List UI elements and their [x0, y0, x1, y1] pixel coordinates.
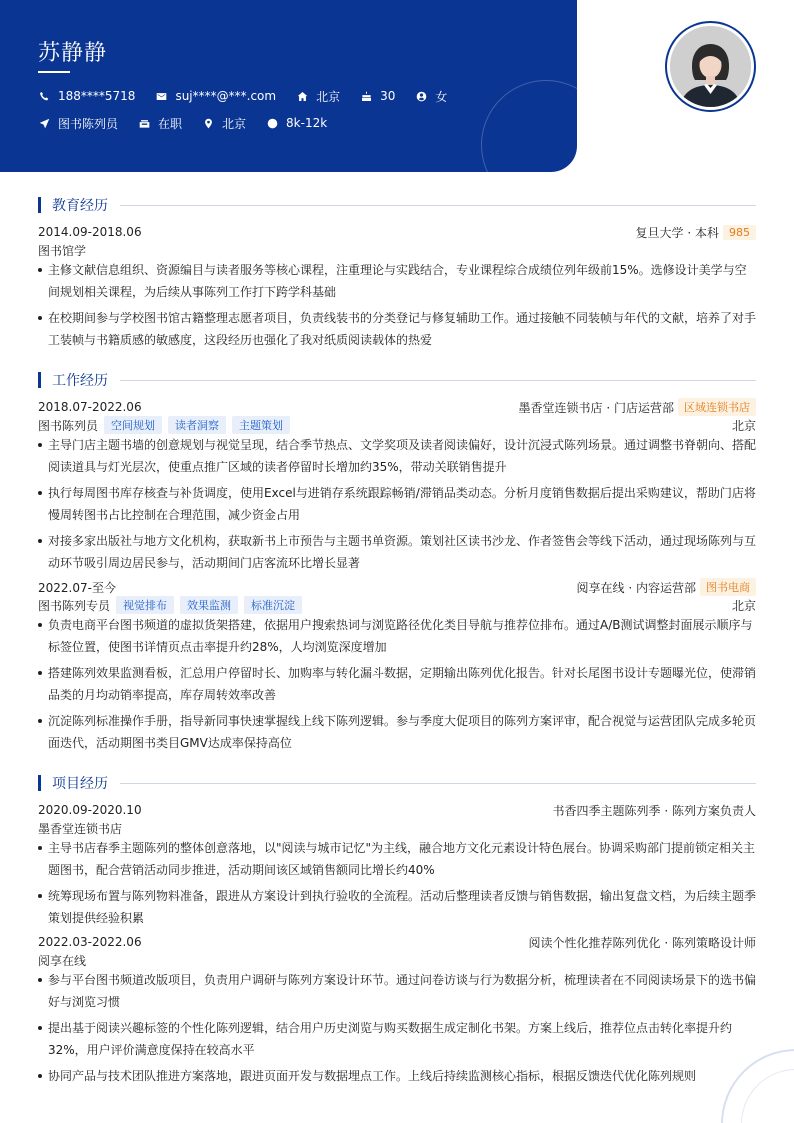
education-bullet: 主修文献信息组织、资源编目与读者服务等核心课程，注重理论与实践结合，专业课程综合成绩位列年级前15%。选修设计美学与空间规划相关课程，为后续从事陈列工作打下跨学科基础: [38, 259, 756, 303]
section-bar: [38, 775, 41, 791]
education-header: [38, 223, 756, 241]
phone-info: [38, 89, 135, 103]
work-bullet: 沉淀陈列标准操作手册，指导新同事快速掌握线上线下陈列逻辑。参与季度大促项目的陈列方案评审，配合视觉与运营团队完成多轮页面迭代，活动期图书类目GMV达成率保持高位: [38, 710, 756, 754]
section-work: [38, 371, 756, 389]
project-bullet: 主导书店春季主题陈列的整体创意落地，以"阅读与城市记忆"为主线，融合地方文化元素设计特色展台。协调采购部门提前锁定相关主题图书，配合营销活动同步推进，活动期间该区域销售额同比增长约40%: [38, 837, 756, 881]
school-level-badge: 985: [723, 225, 756, 240]
project-bullet: 协同产品与技术团队推进方案落地，跟进页面开发与数据埋点工作。上线后持续监测核心指标，根据反馈迭代优化陈列规则: [38, 1065, 756, 1087]
current-city: 北京: [316, 89, 341, 104]
skill-tag: 读者洞察: [168, 416, 226, 434]
section-bar: [38, 372, 41, 388]
education-school: 复旦大学 · 本科: [635, 225, 719, 240]
section-divider: [120, 205, 756, 206]
company-type-badge: 图书电商: [700, 578, 756, 596]
salary-info: [266, 116, 327, 130]
gender-info: [415, 89, 447, 103]
section-title-text: 教育经历: [52, 198, 108, 214]
skill-tag: 标准沉淀: [244, 596, 302, 614]
age-info: [360, 89, 395, 103]
section-education: [38, 196, 756, 214]
project-header: [38, 933, 756, 951]
skill-tag: 主题策划: [232, 416, 290, 434]
section-projects: [38, 774, 756, 792]
work-city: 北京: [731, 418, 756, 433]
phone-icon: [38, 90, 50, 102]
education-major-row: [38, 241, 756, 259]
company-type-badge: 区域连锁书店: [678, 398, 756, 416]
project-org: 阅享在线: [38, 953, 87, 968]
section-title-text: 项目经历: [52, 776, 108, 792]
name-underline: [38, 71, 70, 73]
work-status: 在职: [158, 116, 183, 131]
project-org-row: [38, 951, 756, 969]
cake-icon: [360, 90, 372, 102]
user-circle-icon: [415, 90, 427, 102]
email-icon: [155, 90, 167, 102]
work-city: 北京: [731, 598, 756, 613]
salary-range: 8k-12k: [286, 116, 328, 130]
email-address: suj****@***.com: [175, 89, 277, 103]
project-bullet: 参与平台图书频道改版项目，负责用户调研与陈列方案设计环节。通过问卷访谈与行为数据分析，梳理读者在不同阅读场景下的选书偏好与浏览习惯: [38, 969, 756, 1013]
email-info: [155, 89, 276, 103]
skill-tag: 效果监测: [180, 596, 238, 614]
project-date: 2022.03-2022.06: [38, 935, 142, 949]
work-date: 2018.07-2022.06: [38, 400, 142, 414]
project-name-role: 书香四季主题陈列季 · 陈列方案负责人: [552, 803, 756, 818]
section-divider: [120, 783, 756, 784]
work-position: 图书陈列专员: [38, 598, 111, 613]
home-icon: [296, 90, 308, 102]
work-position: 图书陈列员: [38, 418, 99, 433]
gender-value: 女: [435, 89, 448, 104]
work-bullet: 对接多家出版社与地方文化机构，获取新书上市预告与主题书单资源。策划社区读书沙龙、作者签售会等线下活动，通过现场陈列与互动环节吸引周边居民参与，活动期间门店客流环比增长显著: [38, 530, 756, 574]
city-info: [296, 89, 340, 103]
send-icon: [38, 117, 50, 129]
project-date: 2020.09-2020.10: [38, 803, 142, 817]
work-header: [38, 398, 756, 416]
contact-row: [38, 89, 467, 103]
work-header: [38, 578, 756, 596]
decorative-circle: [481, 80, 577, 172]
section-divider: [120, 380, 756, 381]
job-target: 图书陈列员: [58, 116, 119, 131]
work-position-row: [38, 596, 756, 614]
work-company: 阅享在线 · 内容运营部: [576, 580, 696, 595]
work-date: 2022.07-至今: [38, 580, 116, 595]
job-target-info: [38, 116, 118, 130]
project-org-row: [38, 819, 756, 837]
work-bullet: 搭建陈列效果监测看板，汇总用户停留时长、加购率与转化漏斗数据，定期输出陈列优化报告。针对长尾图书设计专题曝光位，使滞销品类的月均动销率提高，库存周转效率改善: [38, 662, 756, 706]
money-icon: [266, 117, 278, 129]
education-bullet: 在校期间参与学校图书馆古籍整理志愿者项目，负责线装书的分类登记与修复辅助工作。通过接触不同装帧与年代的文献，培养了对手工装帧与书籍质感的敏感度，这段经历也强化了我对纸质阅读载体的热爱: [38, 307, 756, 351]
candidate-name: 苏静静: [38, 41, 108, 66]
work-bullet: 执行每周图书库存核查与补货调度，使用Excel与进销存系统跟踪畅销/滞销品类动态。分析月度销售数据后提出采购建议，帮助门店将慢周转图书占比控制在合理范围，减少资金占用: [38, 482, 756, 526]
work-company: 墨香堂连锁书店 · 门店运营部: [518, 400, 674, 415]
avatar: [670, 26, 751, 107]
section-title-text: 工作经历: [52, 373, 108, 389]
avatar-frame: [665, 21, 756, 112]
project-name-role: 阅读个性化推荐陈列优化 · 陈列策略设计师: [528, 935, 756, 950]
location-pin-icon: [202, 117, 214, 129]
phone-number: 188****5718: [58, 89, 136, 103]
section-bar: [38, 197, 41, 213]
work-bullet: 负责电商平台图书频道的虚拟货架搭建，依据用户搜索热词与浏览路径优化类目导航与推荐位排布。通过A/B测试调整封面展示顺序与标签位置，使图书详情页点击率提升约28%，人均浏览深度增加: [38, 614, 756, 658]
status-icon: [138, 117, 150, 129]
skill-tag: 空间规划: [104, 416, 162, 434]
header-banner: [0, 0, 577, 172]
work-position-row: [38, 416, 756, 434]
project-bullet: 提出基于阅读兴趣标签的个性化陈列逻辑，结合用户历史浏览与购买数据生成定制化书架。方案上线后，推荐位点击转化率提升约32%，用户评价满意度保持在较高水平: [38, 1017, 756, 1061]
skill-tag: 视觉排布: [116, 596, 174, 614]
project-bullet: 统筹现场布置与陈列物料准备，跟进从方案设计到执行验收的全流程。活动后整理读者反馈与销售数据，输出复盘文档，为后续主题季策划提供经验积累: [38, 885, 756, 929]
project-header: [38, 801, 756, 819]
work-bullet: 主导门店主题书墙的创意规划与视觉呈现，结合季节热点、文学奖项及读者阅读偏好，设计沉浸式陈列场景。通过调整书脊朝向、搭配阅读道具与灯光层次，使重点推广区域的读者停留时长增加约35%，带动关联销售提升: [38, 434, 756, 478]
job-intent-row: [38, 116, 347, 130]
target-city-info: [202, 116, 246, 130]
avatar-portrait-icon: [670, 26, 751, 107]
age-value: 30: [380, 89, 396, 103]
education-date: 2014.09-2018.06: [38, 225, 142, 239]
education-major: 图书馆学: [38, 243, 87, 258]
status-info: [138, 116, 182, 130]
project-org: 墨香堂连锁书店: [38, 821, 123, 836]
target-city: 北京: [222, 116, 247, 131]
